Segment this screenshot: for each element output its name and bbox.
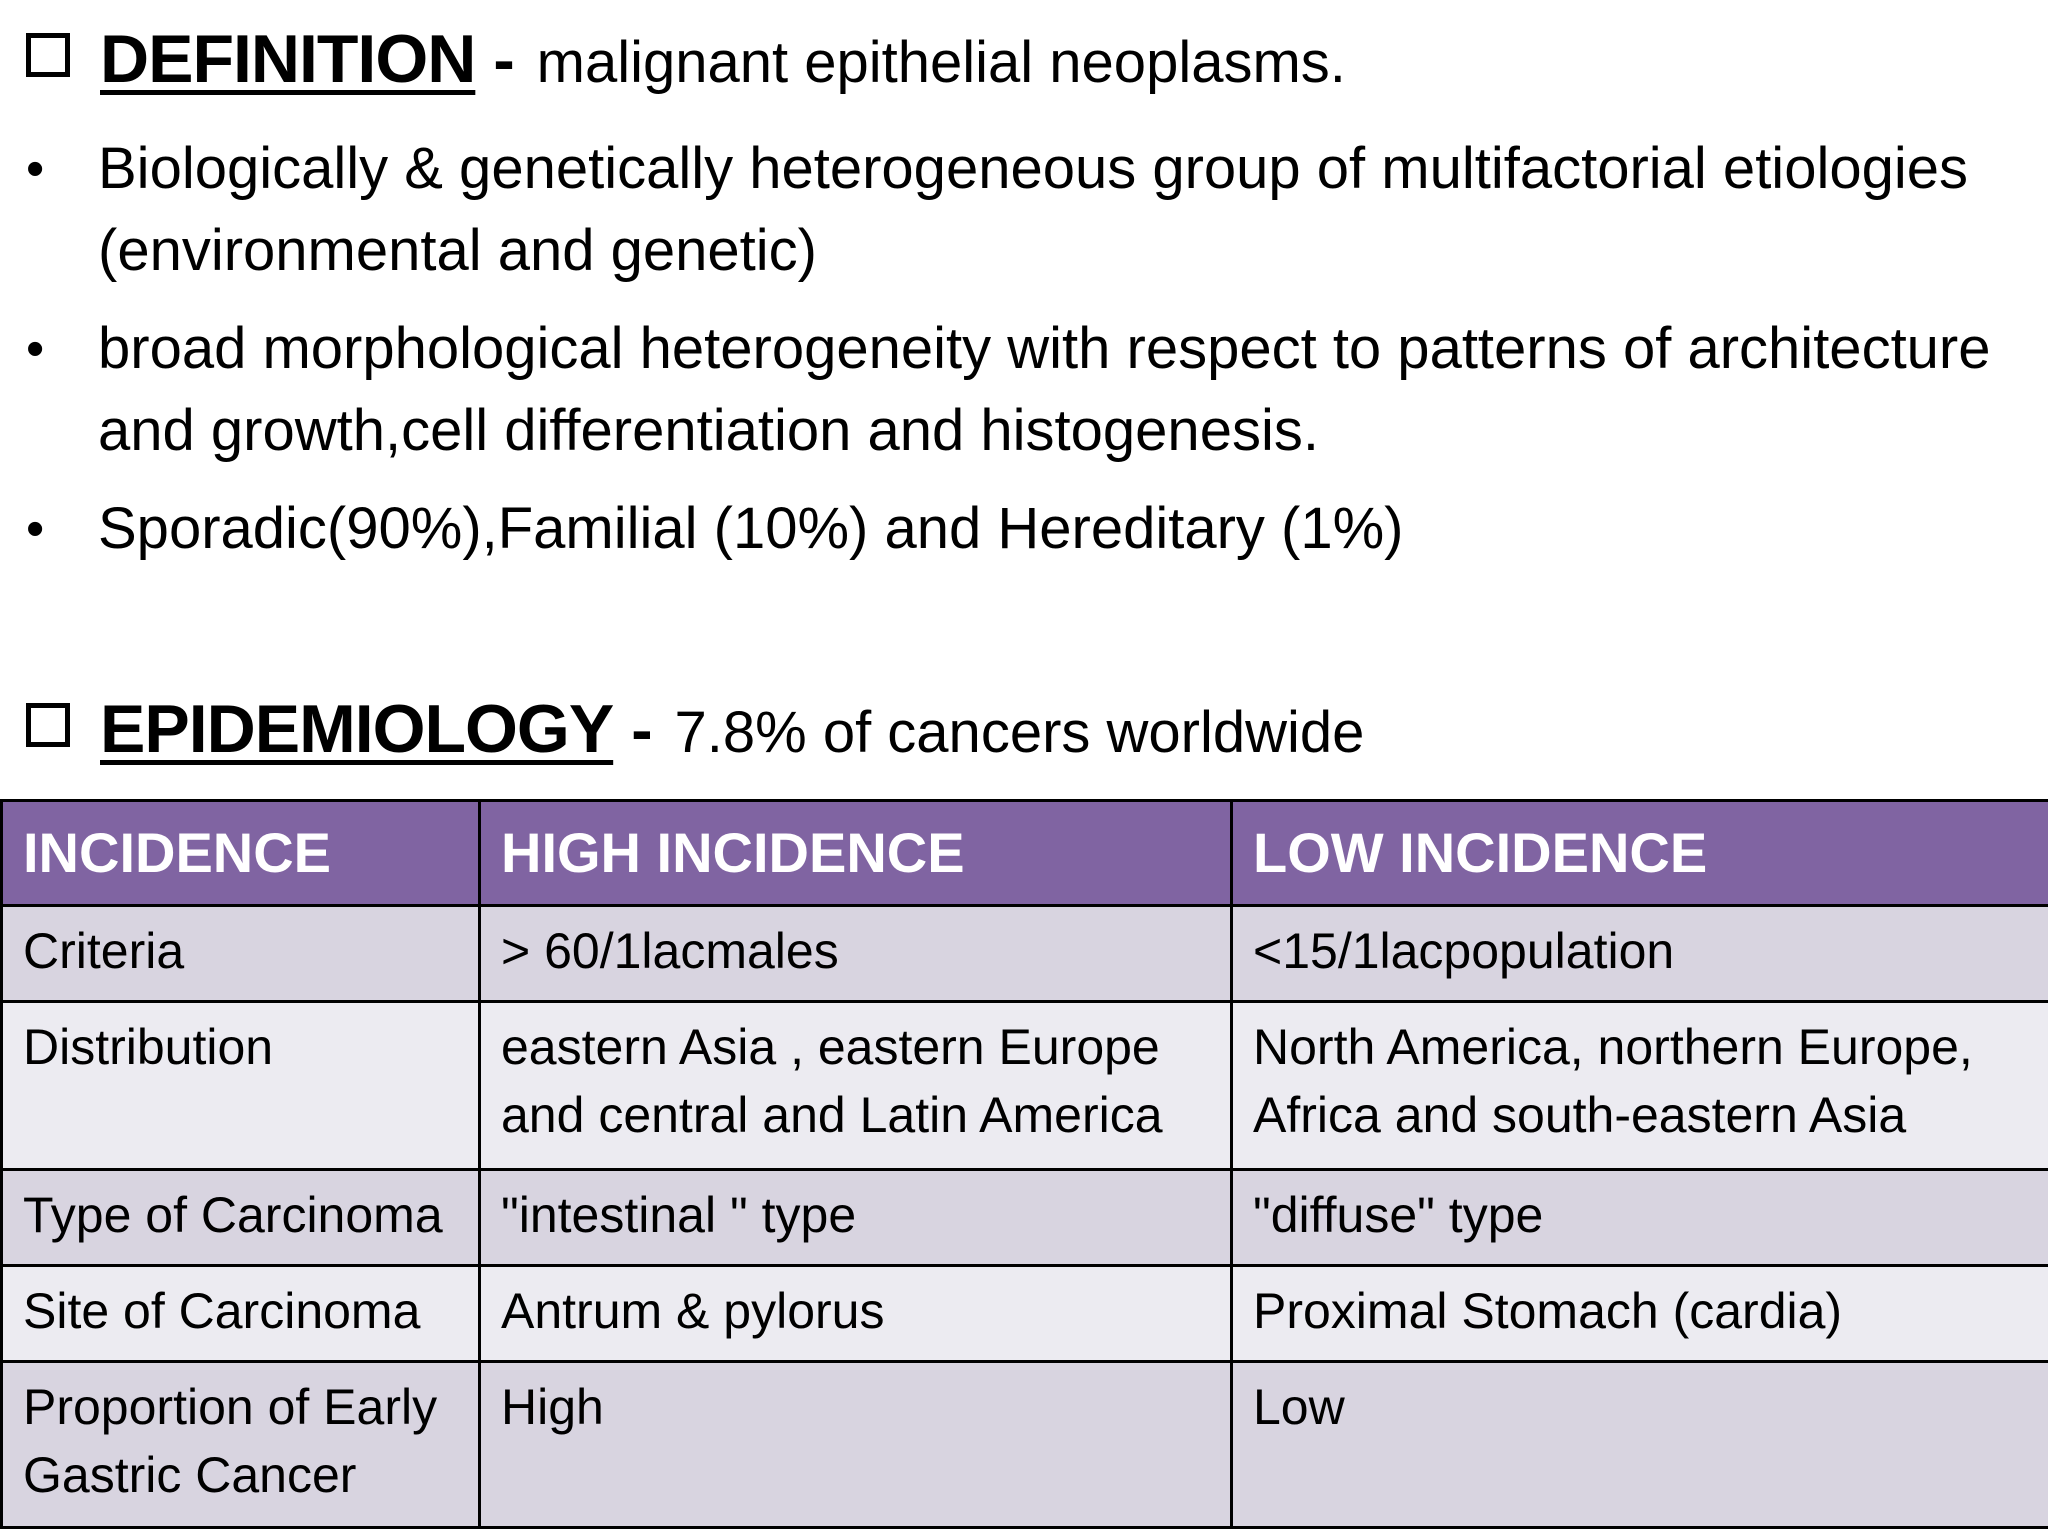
epidemiology-title: EPIDEMIOLOGY xyxy=(100,691,614,767)
bullet-icon: • xyxy=(26,320,45,378)
table-cell: Type of Carcinoma xyxy=(2,1170,480,1266)
epidemiology-dash: - xyxy=(631,694,653,766)
table-cell: North America, northern Europe, Africa and south-eastern Asia xyxy=(1232,1002,2048,1170)
table-cell: Criteria xyxy=(2,906,480,1002)
table-row xyxy=(2,1266,2048,1362)
checkbox-icon xyxy=(26,33,78,85)
list-item xyxy=(0,308,2000,472)
table-cell: High xyxy=(480,1362,1232,1528)
bullet-icon: • xyxy=(26,140,45,198)
table-cell: eastern Asia , eastern Europe and central and Latin America xyxy=(480,1002,1232,1170)
definition-subtitle: malignant epithelial neoplasms. xyxy=(536,30,1346,95)
definition-dash: - xyxy=(493,24,515,96)
list-item xyxy=(0,488,2000,570)
table-cell: Low xyxy=(1232,1362,2048,1528)
definition-title: DEFINITION xyxy=(100,21,476,97)
table-cell: Antrum & pylorus xyxy=(480,1266,1232,1362)
table-row xyxy=(2,1002,2048,1170)
bullet-text: Biologically & genetically heterogeneous group of multifactorial etiologies (environmental and genetic) xyxy=(98,136,1968,283)
table-cell: > 60/1lacmales xyxy=(480,906,1232,1002)
table-cell: Distribution xyxy=(2,1002,480,1170)
bullet-text: broad morphological heterogeneity with respect to patterns of architecture and growth,cell differentiation and histogenesis. xyxy=(98,316,1991,463)
bullet-text: Sporadic(90%),Familial (10%) and Hereditary (1%) xyxy=(98,496,1404,561)
column-header: LOW INCIDENCE xyxy=(1232,801,2048,906)
definition-bullet-list xyxy=(0,128,2000,586)
table-row xyxy=(2,906,2048,1002)
table-header-row xyxy=(2,801,2048,906)
incidence-table xyxy=(0,799,2048,1529)
list-item xyxy=(0,128,2000,292)
table-row xyxy=(2,1362,2048,1528)
table-cell: "diffuse" type xyxy=(1232,1170,2048,1266)
column-header: HIGH INCIDENCE xyxy=(480,801,1232,906)
checkbox-icon xyxy=(26,703,78,755)
table-cell: "intestinal " type xyxy=(480,1170,1232,1266)
table-cell: Proportion of Early Gastric Cancer xyxy=(2,1362,480,1528)
table-cell: Proximal Stomach (cardia) xyxy=(1232,1266,2048,1362)
epidemiology-subtitle: 7.8% of cancers worldwide xyxy=(674,700,1365,765)
epidemiology-heading xyxy=(26,690,1364,768)
definition-heading xyxy=(26,20,1346,98)
table-row xyxy=(2,1170,2048,1266)
bullet-icon: • xyxy=(26,500,45,558)
table-cell: Site of Carcinoma xyxy=(2,1266,480,1362)
table-cell: <15/1lacpopulation xyxy=(1232,906,2048,1002)
column-header: INCIDENCE xyxy=(2,801,480,906)
